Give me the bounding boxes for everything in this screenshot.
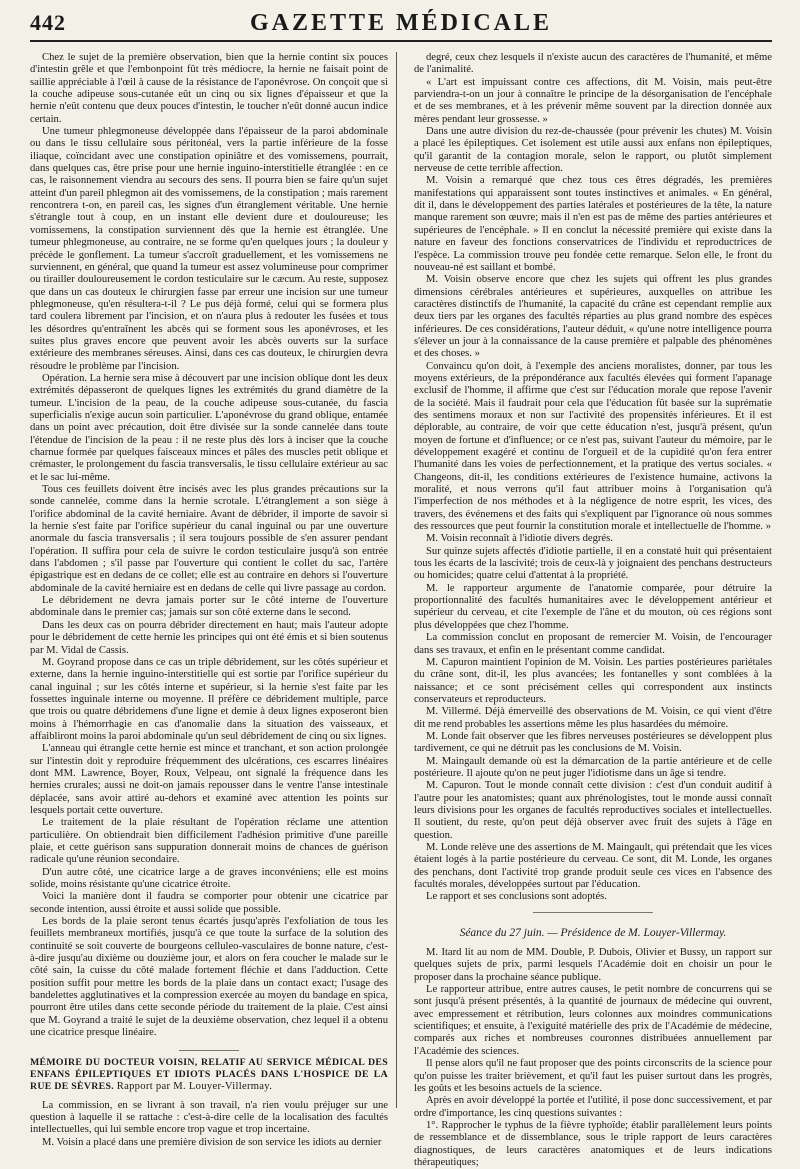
paragraph: Sur quinze sujets affectés d'idiotie partielle, il en a constaté huit qui présentaient tous les écarts de la lascivité; trois de ceux-là y joignaient des penchans destructeurs ou homicides; quatre celui d'attentat à la propriété. — [414, 545, 772, 582]
seance-heading: Séance du 27 juin. — Présidence de M. Louyer-Villermay. — [459, 926, 727, 939]
paragraph: Le rapporteur attribue, entre autres causes, le petit nombre de concurrens qui se sont jusqu'à présent présentés, à la quantité de journaux de médecine qui ouvrent, avec empressement et rétribution, leurs colonnes aux moindres communications scientifiques; et ensuite, à l'exiguité matérielle des prix de l'Académie de médecine, comparés aux riches et nombreuses couronnes distribuées annuellement par l'Académie des sciences. — [414, 984, 772, 1057]
section-divider — [533, 912, 653, 913]
paragraph: La commission conclut en proposant de remercier M. Voisin, de l'encourager dans ses travaux, et enfin en le présentant comme candidat. — [414, 632, 772, 656]
paragraph: L'anneau qui étrangle cette hernie est mince et tranchant, et son action prolongée sur l'intestin doit y reproduire fréquemment des ulcérations, ces escarres linéaires dont MM. Lawrence, Boyer, Roux, Velpeau, ont signalé la fréquence dans les hernies crurales; aussi ne doit-on jamais repousser dans le ventre l'anse intestinale déplacée, sans avoir attiré au-dehors et examiné avec attention les points sur lesquels portait cette ouverture. — [30, 743, 388, 816]
paragraph: Le rapport et ses conclusions sont adoptés. — [426, 891, 607, 903]
section-divider — [179, 1050, 239, 1051]
paragraph: M. Voisin observe encore que chez les sujets qui offrent les plus grandes dimensions cérébrales antérieures et supérieures, auxquelles on attribue les caractères distinctifs de l'humanité, la capacité du crâne est cependant remplie aux deux tiers par les organes des facultés réparties au plus grand nombre des espèces inférieures. De ces considérations, l'auteur déduit, « qu'une notre intelligence pourra s'élever un jour à la connaissance de la cause première et palpable des phénomènes et des choses. » — [414, 274, 772, 360]
paragraph: Chez le sujet de la première observation, bien que la hernie contint six pouces d'intestin grêle et que l'embonpoint fût très médiocre, la hernie ne faisait point de saillie appréciable à l'œil à cause de la résistance de l'aponévrose. On conçoit que si la couche adipeuse sous-cutanée eût un cinq ou six lignes d'épaisseur et que la hernie n'eût contenu que deux pouces d'intestin, le toucher n'eût donné aucun indice certain. — [30, 52, 388, 125]
paragraph: M. Londe relève une des assertions de M. Maingault, qui prétendait que les vices étaient logés à la partie postérieure du cerveau. Ce sont, dit M. Londe, les organes des penchans, dont l'activité trop grande produit seule ces vices en l'absence des facultés morales, développées surtout par l'éducation. — [414, 842, 772, 891]
paragraph: M. Maingault demande où est la démarcation de la partie antérieure et de celle postérieure. Il ajoute qu'on ne peut juger l'idiotisme dans un âge si tendre. — [414, 755, 772, 779]
column-divider — [396, 52, 397, 1108]
paragraph: Opération. La hernie sera mise à découvert par une incision oblique dont les deux extrémités dépasseront de quelques lignes les extrémités du grand diamètre de la tumeur. L'incision de la peau, de la couche adipeuse sous-cutanée, du fascia superficialis n'exige aucun soin particulier. L'aponévrose du grand oblique, entamée dans un point avec précaution, doit être divisée sur la sonde cannelée dans toute l'étendue de l'incision de la peau : il ne reste plus dès lors à inciser que la couche charnue formée par quelques faisceaux minces et pâles des muscles petit oblique et crémaster, le prolongement du fascia transversalis, le tissu cellulaire extérieur au sac et le sac lui-même. — [30, 372, 388, 483]
paragraph: Voici la manière dont il faudra se comporter pour obtenir une cicatrice par seconde intention, aussi étroite et aussi solide que possible. — [30, 891, 388, 915]
journal-title: GAZETTE MÉDICALE — [249, 10, 553, 36]
paragraph: Le traitement de la plaie résultant de l'opération réclame une attention particulière. On obtiendrait bien difficilement l'adhésion primitive d'une pareille plaie, et cette guérison sans suppuration donnerait moins de chances de guérison radicale qu'une réunion secondaire. — [30, 817, 388, 866]
page-number: 442 — [30, 10, 66, 35]
paragraph: Dans une autre division du rez-de-chaussée (pour prévenir les chutes) M. Voisin a placé les épileptiques. Cet isolement est utile aussi aux enfans non épileptiques, qu'il garantit de la contagion morale, selon le rapport, ou plutôt simplement nerveuse de cette terrible affection. — [414, 126, 772, 175]
paragraph: M. Voisin a placé dans une première division de son service les idiots au dernier — [42, 1136, 382, 1148]
paragraph: degré, ceux chez lesquels il n'existe aucun des caractères de l'humanité, et même de l'animalité. — [414, 52, 772, 76]
paragraph: D'un autre côté, une cicatrice large a de graves inconvéniens; elle est moins solide, moins résistante qu'une cicatrice étroite. — [30, 866, 388, 891]
right-column — [414, 52, 772, 1168]
paragraph: M. Voisin reconnaît à l'idiotie divers degrés. — [426, 533, 613, 545]
paragraph: Tous ces feuillets doivent être incisés avec les plus grandes précautions sur la sonde cannelée, comme dans la hernie scrotale. L'étranglement a son siège à l'orifice abdominal de la cavité herniaire. Avant de débrider, il importe de savoir si la hernie s'est faite par l'orifice supérieur du canal inguinal ou par une ouverture anormale du fascia transversalis ; il sera toujours possible de s'en assurer pendant l'opération. Il suffira pour cela de suivre le cordon testiculaire jusqu'à son entrée dans l'abdomen ; s'il passe par l'ouverture qui contient le collet du sac, l'artère épigastrique est en dedans de ce collet; elle est au contraire en dehors si l'ouverture abdominale de la cavité herniaire est en dedans de celle qui livre passage au cordon. — [30, 484, 388, 594]
paragraph: Le débridement ne devra jamais porter sur le côté interne de l'ouverture abdominale dans le premier cas; jamais sur son côté externe dans le second. — [30, 595, 388, 619]
paragraph: « L'art est impuissant contre ces affections, dit M. Voisin, mais peut-être parviendra-t-on un jour à connaître le principe de la désorganisation de l'encéphale et de ses membranes, et à les prévenir même souvent par la direction donnée aux mères pendant leur grossesse. » — [414, 76, 772, 125]
paragraph: Dans les deux cas on pourra débrider directement en haut; mais l'auteur adopte pour le débridement de cette hernie les principes qui ont été émis et si bien soutenus par M. Vidal de Cassis. — [30, 619, 388, 656]
page-header — [30, 10, 772, 42]
paragraph: La commission, en se livrant à son travail, n'a rien voulu préjuger sur une question à laquelle il se rattache : c'est-à-dire celle de la localisation des facultés intellectuelles, qui lui semble encore trop vague et trop incertaine. — [30, 1099, 388, 1136]
paragraph: Les bords de la plaie seront tenus écartés jusqu'après l'exfoliation de tous les feuillets membraneux mortifiés, jusqu'à ce que toute la surface de la solution des continuité se soit couverte de bourgeons celluleo-vasculaires de bonne nature, c'est-à-dire jusqu'au dixième ou douzième jour, et alors on fera coucher le malade sur le côté sain, la cuisse du côté malade fortement fléchie et dans l'adduction. Cette position suffit pour mettre les bords de la plaie dans un contact exact; l'usage des bandelettes agglutinatives et la compression exercée au moyen du bandage en spica, pourront être utiles dans cette seconde période du traitement de la plaie. C'est ainsi que M. Goyrand a traité le sujet de la deuxième observation, chez lequel il a obtenu une cicatrice presque linéaire. — [30, 916, 388, 1039]
paragraph: M. Capuron. Tout le monde connaît cette division : c'est d'un conduit auditif à l'autre pour les anatomistes; quant aux phrénologistes, tout le monde aussi connaît leurs divisions pour les organes de facultés reproductives sociales et intellectuelles. Il soutient, du reste, qu'on peut déjà observer avec fruit des sujets à l'âge en question. — [414, 780, 772, 841]
paragraph: Convaincu qu'on doit, à l'exemple des anciens moralistes, donner, par tous les moyens extérieurs, de la prépondérance aux facultés élevées qui forment l'apanage exclusif de l'homme, il affirme que c'est sur l'éducation morale que repose l'avenir de la société. Mais il faudrait pour cela que l'éducation fût basée sur la suprématie des sentimens moraux et non sur l'activité des propensités inférieures. Et il est déplorable, au contraire, de voir que cette éducation n'est, jusqu'à présent, qu'un moyen de fortune et d'influence; or ce n'est pas, suivant l'auteur du mémoire, par le développement exagéré et continu de l'orgueil et de la cupidité qu'on fera entrer l'humanité dans les voies de perfectionnement, et la pratique des vertus sociales. « Changeons, dit-il, les conditions extérieures de l'existence humaine, activons la moralité, et nous verrons qu'il faut attribuer moins à l'organisation qu'à l'imperfection de nos méthodes et à la négligence de notre esprit, les vices, des travers, des événemens et des faits qui s'expliquent par l'ignorance où nous sommes des ressources que peut fournir la constitution morale et intellectuelle de l'homme. » — [414, 360, 772, 533]
paragraph: Une tumeur phlegmoneuse développée dans l'épaisseur de la paroi abdominale ou dans le tissu cellulaire sous péritonéal, vers la partie inférieure de la fosse iliaque, coïncidant avec une constipation opiniâtre et des vomissemens, pourrait, dans quelques cas, être prise pour une hernie inguino-interstitielle étranglée : en ce cas, le raisonnement viendra au secours des sens. Il pourra bien se faire qu'un sujet atteint d'un pareil phlegmon ait des vomissemens, de la constipation ; mais rarement rencontrera t-on, en pareil cas, les signes d'un étranglement véritable. Une hernie s'étrangle tout à coup, en un instant elle devient dure et douloureuse; les vomissemens, la constipation surviennent dès que la hernie est étranglée. Une tumeur phlegmoneuse, au contraire, ne se forme qu'en quelques jours ; la douleur y précède le gonflement. La tumeur s'accroît graduellement, et les vomissemens ne surviennent, en général, que quand la tumeur est assez volumineuse pour comprimer ou tirailler douloureusement le cordon testiculaire sur le cæcum. Au reste, supposez que dans un cas douteux le chirurgien fasse par erreur une incision sur une tumeur phlegmoneuse, qu'en résultera-t-il ? Le pus déjà formé, celui qui se formera plus tard coulera librement par l'incision, et on n'aura plus à redouter les fusées et tous les désordres qu'entraînent les abcès qui se forment sous les aponévroses, et les suites plus graves encore que peuvent avoir les abcès ouverts sur la surface extérieure des membranes séreuses. Ainsi, dans ces cas douteux, le chirurgien devra résoudre le problème par l'incision. — [30, 126, 389, 372]
left-column — [30, 52, 389, 1148]
paragraph: 1°. Rapprocher le typhus de la fièvre typhoïde; établir parallèlement leurs points de ressemblance et de dissemblance, sous le triple rapport de leurs caractères diagnostiques, de leurs caractères anatomiques et de leurs indications thérapeutiques; — [414, 1119, 772, 1168]
paragraph: M. Voisin a remarqué que chez tous ces êtres dégradés, les premières manifestations qui apparaissent sont toutes instinctives et animales. « En général, dit il, dans le développement des parties latérales et postérieures de la tête, la nature manque rarement son œuvre; mais il n'en est pas de même des parties antérieures et supérieures de l'encéphale. » Il en conclut la nécessité première qui existe dans la nature en faveur des fonctions conservatrices de l'individu et reproductrices de l'espèce. La commission trouve peu fondée cette remarque. Selon elle, le front du nouveau-né est saillant et bombé. — [414, 175, 772, 273]
paragraph: Après en avoir développé la portée et l'utilité, il pose donc successivement, et par ordre d'importance, les cinq questions suivantes : — [414, 1095, 772, 1119]
paragraph: M. Itard lit au nom de MM. Double, P. Dubois, Olivier et Bussy, un rapport sur quelques sujets de prix, parmi lesquels l'Académie doit en choisir un pour le proposer dans la prochaine séance publique. — [414, 947, 772, 983]
paragraph: M. Londe fait observer que les fibres nerveuses postérieures se développent plus tardivement, ce qui ne détruit pas les conclusions de M. Voisin. — [414, 730, 772, 755]
article-title — [30, 1057, 388, 1094]
paragraph: M. Villermé. Déjà émerveillé des observations de M. Voisin, ce qui vient d'être dit me rend probables les assertions même les plus hasardées du mémoire. — [414, 706, 772, 730]
article-title-text: MÉMOIRE DU DOCTEUR VOISIN, RELATIF AU SERVICE MÉDICAL DES ENFANS ÉPILEPTIQUES ET IDIOTS PLACÉS DANS L'HOSPICE DE LA RUE DE SÈVRES. — [30, 1056, 388, 1093]
paragraph: M. Goyrand propose dans ce cas un triple débridement, sur les côtés supérieur et externe, dans la hernie inguino-interstitielle qui est sortie par l'orifice supérieur du canal inguinal ; sur les côtés interne et supérieur, si la hernie s'est faite par les fossettes inguinale interne ou moyenne. Il préfère ce débridement multiple, parce que trois ou quatre débridemens d'une ligne et demie à deux lignes exposeront bien moins à l'hémorrhagie en cas d'anomalie dans la situation des vaisseaux, et affaibliront moins la paroi abdominale qu'un seul débridement de cinq ou six lignes. — [30, 656, 388, 742]
paragraph: M. le rapporteur argumente de l'anatomie comparée, pour détruire la proportionnalité des facultés humanitaires avec le développement antérieur et supérieur du cerveau, et cite l'exemple de l'âne et du mouton, où ces régions sont plus développées que chez l'homme. — [414, 582, 772, 631]
paragraph: M. Capuron maintient l'opinion de M. Voisin. Les parties postérieures pariétales du crâne sont, dit-il, les plus avancées; les fontanelles y sont comblées à la naissance; et ce sont précisément celles qui correspondent aux instincts conservateurs et reproducteurs. — [414, 656, 772, 705]
paragraph: Il pense alors qu'il ne faut proposer que des points circonscrits de la science pour qu'on puisse les traiter brièvement, et qu'il faut les puiser surtout dans les progrès, les goûts et les besoins actuels de la science. — [414, 1058, 772, 1094]
article-byline: Rapport par M. Louyer-Villermay. — [116, 1081, 273, 1093]
